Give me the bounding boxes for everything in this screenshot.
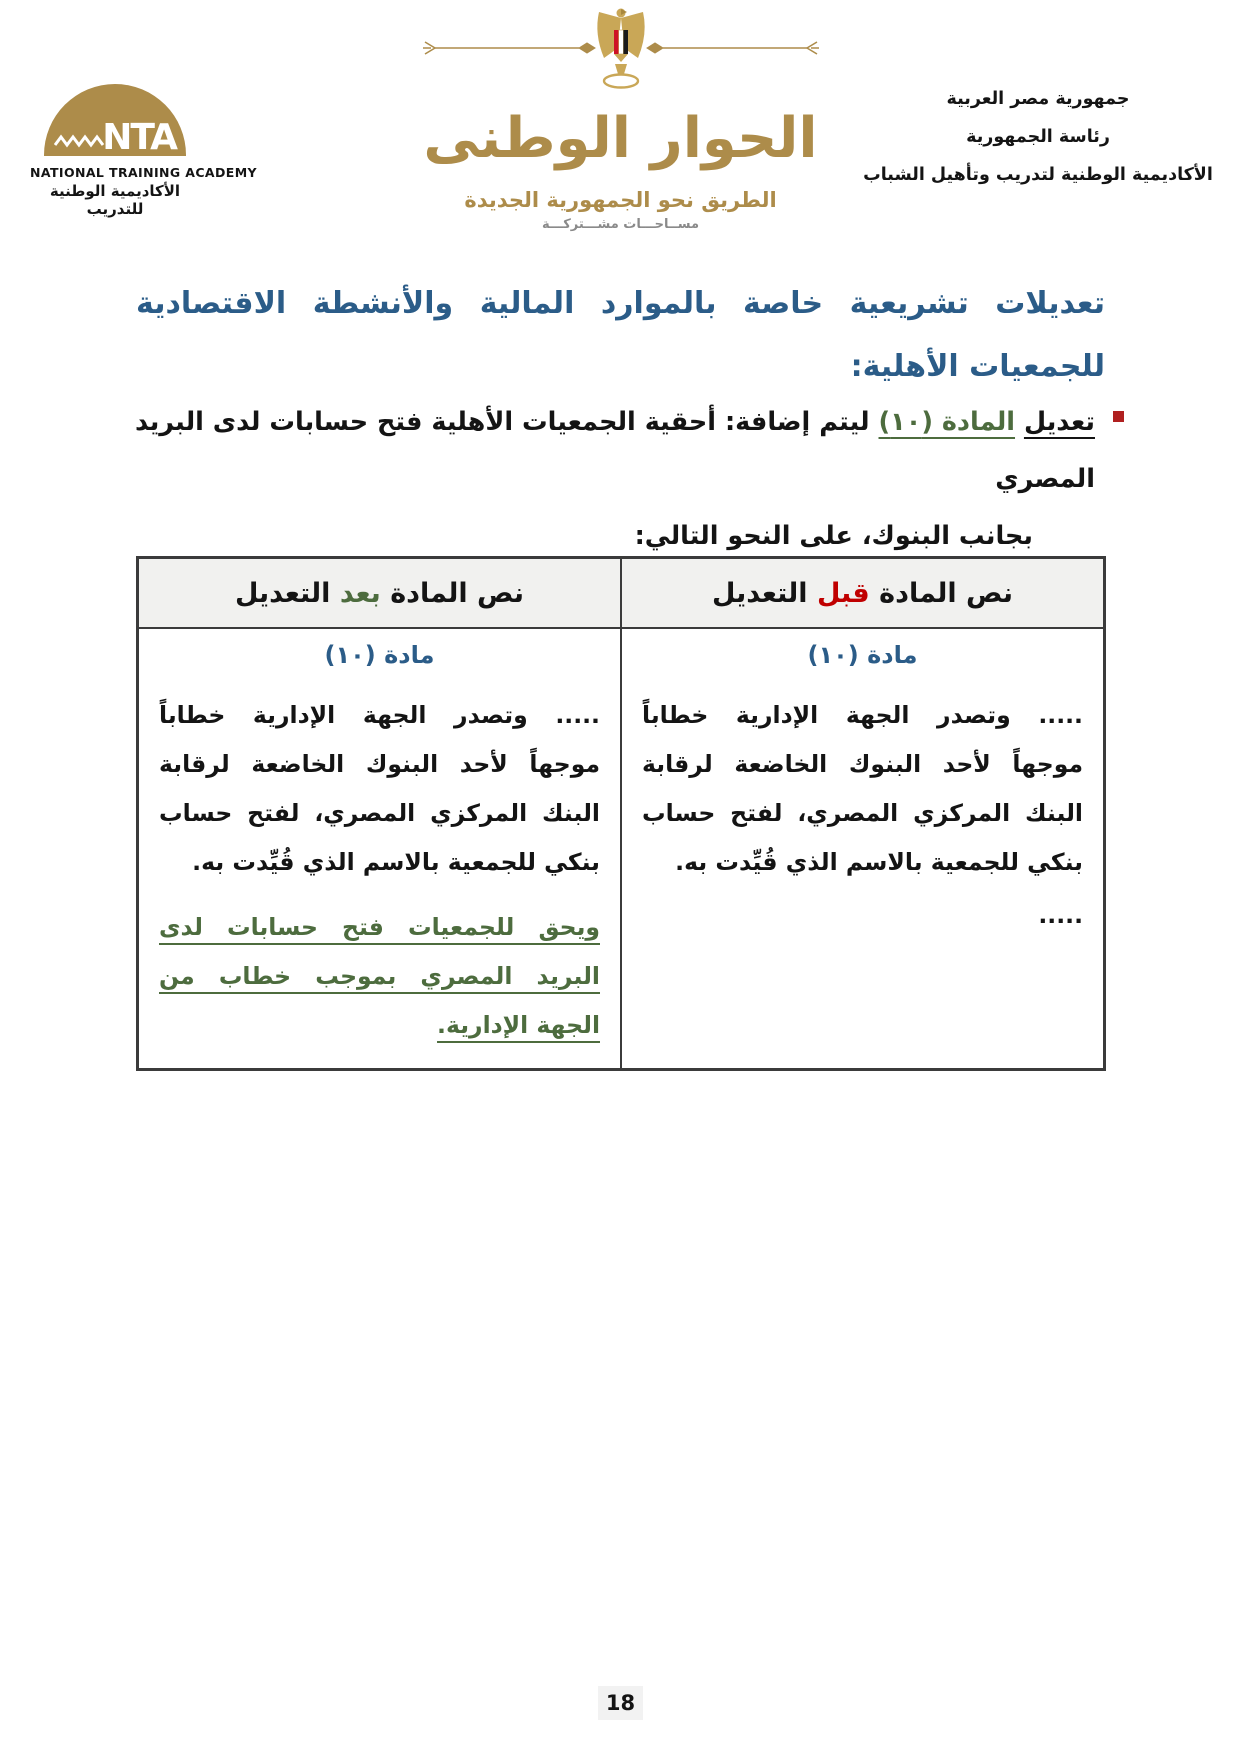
gov-line-republic: جمهورية مصر العربية bbox=[946, 89, 1130, 109]
header-before-post: التعديل bbox=[712, 577, 808, 609]
national-dialogue-logo bbox=[406, 6, 836, 232]
bullet-text bbox=[135, 394, 1095, 565]
nta-logo bbox=[30, 84, 258, 218]
dialogue-tagline: الطريق نحو الجمهورية الجديدة bbox=[464, 188, 777, 212]
header-before-word: قبل bbox=[816, 577, 870, 609]
page-title: تعديلات تشريعية خاصة بالموارد المالية والأنشطة الاقتصادية للجمعيات الأهلية: bbox=[136, 286, 1105, 384]
nta-name-ar: الأكاديمية الوطنية للتدريب bbox=[49, 182, 181, 218]
bullet-square-icon bbox=[1113, 411, 1124, 422]
header-after-pre: نص المادة bbox=[390, 577, 525, 609]
gov-line-academy: الأكاديمية الوطنية لتدريب وتأهيل الشباب bbox=[863, 165, 1213, 185]
emblem-row bbox=[406, 6, 836, 92]
bullet-line-1-rest: ليتم إضافة: أحقية الجمعيات الأهلية فتح حسابات لدى البريد المصري bbox=[135, 407, 1095, 494]
header-after-word: بعد bbox=[339, 577, 381, 609]
cell-after-amendment bbox=[138, 628, 622, 1070]
nta-dome-icon bbox=[44, 84, 186, 156]
article-added-text: ويحق للجمعيات فتح حسابات لدى البريد المصري بموجب خطاب من الجهة الإدارية. bbox=[159, 913, 600, 1039]
header-before-pre: نص المادة bbox=[879, 577, 1013, 609]
article-number-before: مادة (١٠) bbox=[807, 641, 918, 669]
dialogue-subtagline: مســاحـــات مشـــتركـــة bbox=[542, 217, 699, 232]
egypt-eagle-emblem-icon bbox=[591, 6, 651, 90]
article-ellipsis-before: ..... bbox=[1038, 901, 1083, 929]
article-number-after: مادة (١٠) bbox=[324, 641, 435, 669]
footer bbox=[0, 1686, 1241, 1720]
government-header bbox=[863, 80, 1213, 194]
page-number: 18 bbox=[598, 1686, 643, 1720]
nta-acronym: NTA bbox=[102, 117, 176, 158]
column-header-after bbox=[138, 558, 622, 629]
amendment-label: تعديل bbox=[1023, 407, 1095, 437]
article-reference: المادة (١٠) bbox=[878, 407, 1016, 437]
bullet-line-1 bbox=[135, 394, 1095, 508]
cell-before-amendment bbox=[621, 628, 1105, 1070]
article-text-after: ..... وتصدر الجهة الإدارية خطاباً موجهاً لأحد البنوك الخاضعة لرقابة البنك المركزي المصري، لفتح حساب بنكي للجمعية بالاسم الذي قُيِّدت به. bbox=[159, 701, 600, 876]
nta-name-en: NATIONAL TRAINING ACADEMY bbox=[30, 165, 258, 180]
table-body-row bbox=[138, 628, 1105, 1070]
dialogue-calligraphy-title: الحوار الوطنى bbox=[423, 106, 818, 171]
gov-line-presidency: رئاسة الجمهورية bbox=[966, 127, 1110, 147]
bullet-line-2: بجانب البنوك، على النحو التالي: bbox=[634, 521, 1033, 551]
article-text-before: ..... وتصدر الجهة الإدارية خطاباً موجهاً لأحد البنوك الخاضعة لرقابة البنك المركزي المصري، لفتح حساب بنكي للجمعية بالاسم الذي قُيِّدت به. bbox=[642, 701, 1083, 876]
amendment-comparison-table bbox=[136, 556, 1106, 1071]
table-header-row bbox=[138, 558, 1105, 629]
column-header-before bbox=[621, 558, 1105, 629]
header-after-post: التعديل bbox=[234, 577, 331, 609]
list-item bbox=[135, 394, 1124, 565]
